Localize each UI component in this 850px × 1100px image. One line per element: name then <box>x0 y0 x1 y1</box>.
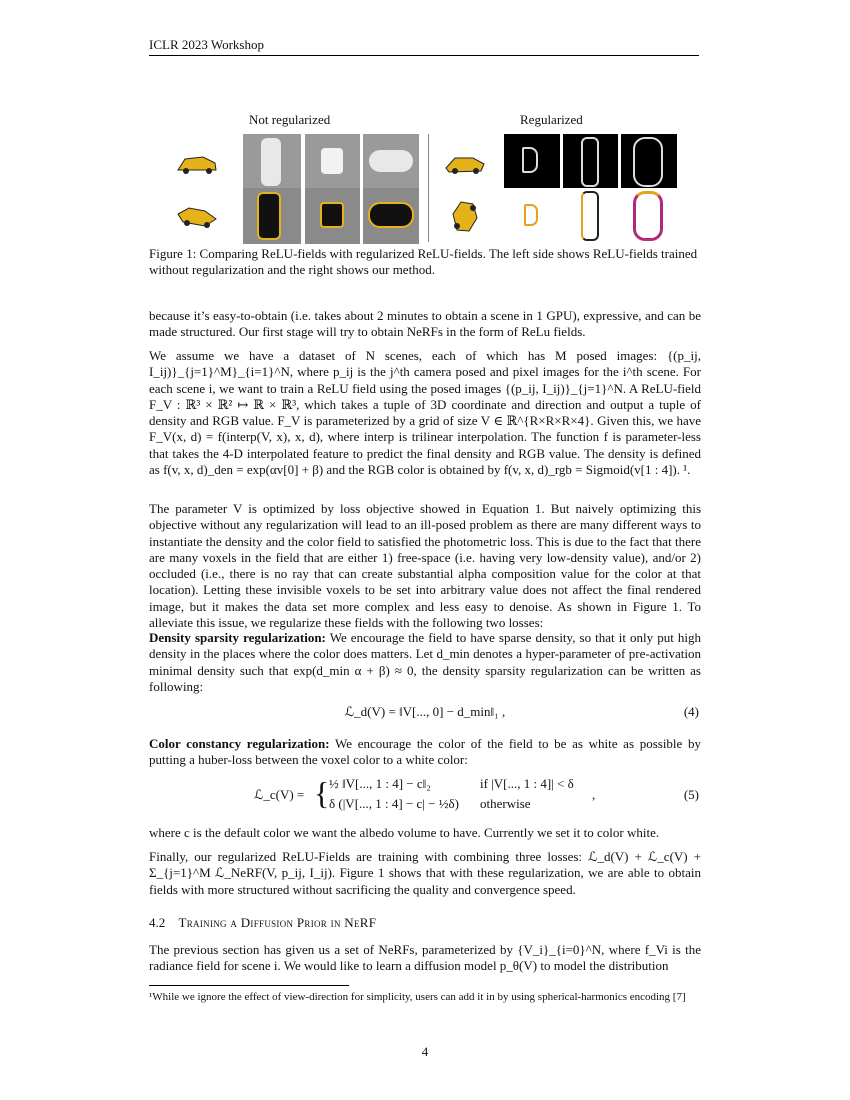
noisy-density-slice-image <box>243 134 301 190</box>
running-header: ICLR 2023 Workshop <box>149 37 264 52</box>
equation-5-lhs: ℒ_c(V) = <box>254 787 305 802</box>
car-render-image <box>175 150 219 178</box>
clean-color-slice-image <box>621 188 677 244</box>
noisy-density-slice-image <box>363 134 419 190</box>
paragraph-color-constancy <box>149 736 701 769</box>
density-sparsity-heading: Density sparsity regularization: <box>149 630 326 645</box>
figure-divider <box>428 134 429 242</box>
figure-1 <box>149 110 699 240</box>
section-title: Training a Diffusion Prior in NeRF <box>178 915 377 930</box>
header-rule <box>149 55 699 56</box>
car-render-image <box>443 198 487 234</box>
equation-4-number: (4) <box>683 704 699 719</box>
figure-label-right: Regularized <box>520 112 583 127</box>
clean-density-slice-image <box>504 134 560 190</box>
paragraph-intro: because it’s easy-to-obtain (i.e. takes about 2 minutes to obtain a scene in 1 GPU), expressive, and can be made structured. Our first stage will try to obtain NeRFs in the form of ReLu fields. <box>149 308 701 340</box>
car-render-image <box>175 202 219 230</box>
paragraph-relu-field: We assume we have a dataset of N scenes, each of which has M posed images: {(p_ij, I_ij)}_{j=1}^M}_{i=1}^N, where p_ij is the j^th camera posed and pixel images for the i^th scene. For each scene i, we want to train a ReLU field using the posed images {(p_ij, I_ij)}_{j=1}^N. A ReLU-field F_V : ℝ³ × ℝ² ↦ ℝ × ℝ³, which takes a tuple of 3D coordinate and direction and output a tuple of density and RGB value. F_V is parameterized by a grid of size V ∈ ℝ^{R×R×R×4}. Given this, we have F_V(x, d) = f(interp(V, x), x, d), where interp is trilinear interpolation. The function f is parameter-less that takes the 4-D interpolated feature to predict the final density and RGB value. The density is defined as f(v, x, d)_den = exp(αv[0] + β) and the RGB color is obtained by f(v, x, d)_rgb = Sigmoid(v[1 : 4]). ¹. <box>149 348 701 478</box>
density-sparsity-text: We encourage the field to have sparse density, so that it only put high density in the places where the color does matters. Let d_min denotes a hyper-parameter of pre-activation minimal density such that exp(d_min α + β) ≈ 0, the density sparsity regularization can be written as following: <box>149 630 701 694</box>
paragraph-default-color: where c is the default color we want the albedo volume to have. Currently we set it to color white. <box>149 825 660 840</box>
color-constancy-text: We encourage the color of the field to be as white as possible by putting a huber-loss between the voxel color to a white color: <box>149 736 701 768</box>
clean-color-slice-image <box>504 188 560 244</box>
equation-5-number: (5) <box>683 787 699 802</box>
equation-5-case-2: δ (|V[..., 1 : 4] − c| − ½δ) <box>329 796 459 811</box>
page-number: 4 <box>421 1044 429 1059</box>
noisy-density-slice-image <box>305 134 360 190</box>
clean-color-slice-image <box>563 188 618 244</box>
equation-5-comma: , <box>592 787 596 802</box>
equation-4-body: ℒ_d(V) = ‖V[..., 0] − d_min‖₁ , <box>344 704 506 719</box>
footnote-rule <box>149 985 349 986</box>
equation-5-condition-2: otherwise <box>480 796 531 811</box>
section-number: 4.2 <box>149 915 166 930</box>
equation-5-brace: { <box>314 775 330 811</box>
noisy-color-slice-image <box>243 188 301 244</box>
clean-density-slice-image <box>621 134 677 190</box>
paragraph-combined-losses: Finally, our regularized ReLU-Fields are training with combining three losses: ℒ_d(V) + ℒ_c(V) + Σ_{j=1}^M ℒ_NeRF(V, p_ij, I_ij). Figure 1 shows that with these regularization, we are able to obtain fields with more structured without sacrificing the quality and convergence speed. <box>149 849 701 897</box>
figure-1-caption: Figure 1: Comparing ReLU-fields with regularized ReLU-fields. The left side shows ReLU-fields trained without regularization and the right shows our method. <box>149 246 698 277</box>
equation-5-case-1: ½ ‖V[..., 1 : 4] − c‖₂ <box>329 776 431 791</box>
car-render-image <box>443 150 487 178</box>
equation-5 <box>149 776 701 816</box>
section-heading-4-2 <box>149 915 376 931</box>
paragraph-diffusion-prior: The previous section has given us a set of NeRFs, parameterized by {V_i}_{i=0}^N, where f_Vi is the radiance field for scene i. We would like to learn a diffusion model p_θ(V) to model the distribution <box>149 942 701 974</box>
paragraph-density-sparsity <box>149 630 701 695</box>
noisy-color-slice-image <box>363 188 419 244</box>
clean-density-slice-image <box>563 134 618 190</box>
footnote-1: ¹While we ignore the effect of view-direction for simplicity, users can add it in by using spherical-harmonics encoding [7] <box>149 991 686 1003</box>
figure-label-left: Not regularized <box>249 112 331 127</box>
equation-5-condition-1: if |V[..., 1 : 4]| < δ <box>480 776 574 791</box>
paragraph-ill-posed: The parameter V is optimized by loss objective showed in Equation 1. But naively optimizing this objective without any regularization will lead to an ill-posed problem as there are many different ways to instantiate the density and the color field to satisfied the photometric loss. This is due to the fact that there are many voxels in the field that are either 1) free-space (i.e. having very low-density value), and/or 2) occluded (i.e., there is no ray that can create substantial alpha composition value for the color at that location). Letting these invisible voxels to be set into arbitrary value does not affect the final rendered image, but it makes the data set more complex and less easy to denoise. As shown in Figure 1. To alleviate this issue, we regularize these fields with the following two losses: <box>149 501 701 631</box>
noisy-color-slice-image <box>305 188 360 244</box>
color-constancy-heading: Color constancy regularization: <box>149 736 330 751</box>
